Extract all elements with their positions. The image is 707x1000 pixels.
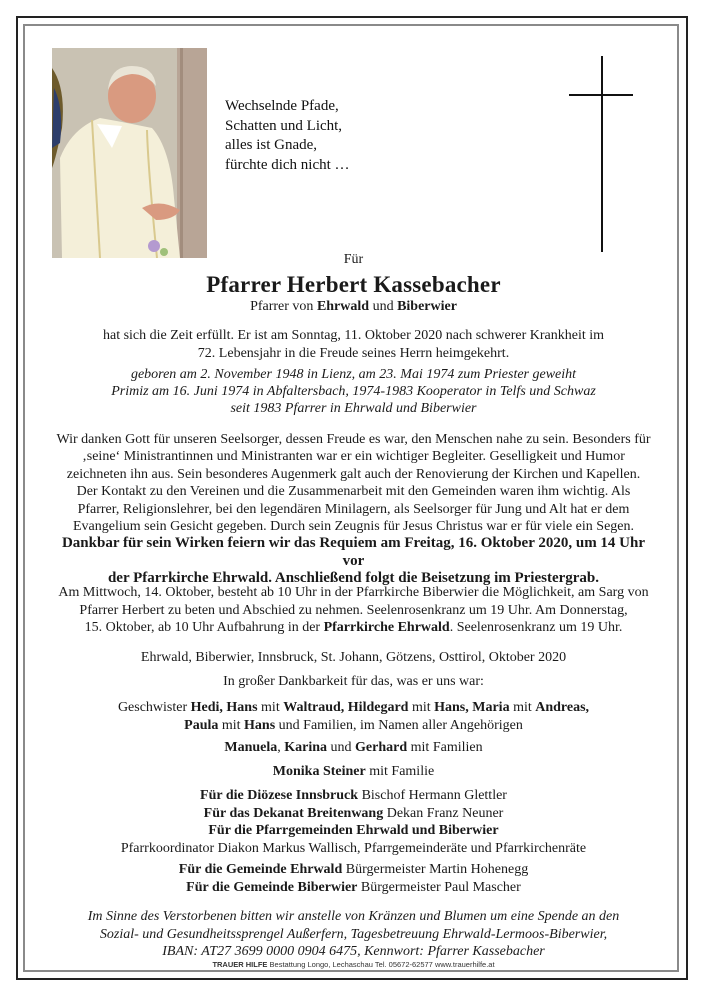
- portrait-photo: [52, 48, 207, 258]
- mourner-name: Karina: [284, 740, 328, 755]
- biography-line: geboren am 2. November 1948 in Lienz, am 23. Mai 1974 zum Priester geweiht: [130, 367, 577, 382]
- mourners-church: [40, 787, 667, 857]
- church-note: Pfarrkoordinator Diakon Markus Wallisch, Pfarrgemeinderäte und Pfarrkirchenräte: [120, 840, 587, 856]
- mourner-text: mit Familie: [369, 764, 435, 779]
- tribute-line: ‚seine‘ Ministrantinnen und Ministranten war er ein wichtiger Begleiter. Geselligkeit und Humor: [82, 449, 625, 465]
- mourner-name: Hedi, Hans: [190, 700, 258, 715]
- donation-line: Im Sinne des Verstorbenen bitten wir anstelle von Kränzen und Blumen um eine Spende an den: [87, 909, 620, 924]
- tribute-line: Evangelium sein Gesicht gegeben. Durch sein Zeugnis für Jesus Christus war er für viele ein Segen.: [72, 519, 635, 535]
- subtitle-prefix: Pfarrer von: [250, 299, 314, 314]
- municipality: Für die Gemeinde Biberwier: [186, 879, 358, 895]
- places-date: Ehrwald, Biberwier, Innsbruck, St. Johann, Götzens, Osttirol, Oktober 2020: [140, 650, 567, 665]
- footer-contact: Bestattung Longo, Lechaschau Tel. 05672-62577 www.trauerhilfe.at: [269, 960, 495, 969]
- tribute-line: Pfarrer, Religionslehrer, bei den legendären Minilagern, als Seelsorger für Jung und Alt hat er dem: [77, 501, 630, 517]
- mourner-text: ,: [277, 740, 281, 755]
- mayor: Bürgermeister Paul Mascher: [360, 879, 521, 895]
- mourner-name: Hans, Maria: [434, 700, 510, 715]
- tribute-line: Der Kontakt zu den Vereinen und die Zusammenarbeit mit den Gemeinden waren ihm wichtig. Als: [76, 484, 631, 500]
- poem-line: fürchte dich nicht …: [225, 156, 350, 173]
- requiem-line: Dankbar für sein Wirken feiern wir das Requiem am Freitag, 16. Oktober 2020, um 14 Uhr vor: [61, 535, 646, 569]
- poem: [225, 97, 435, 175]
- death-announcement: [40, 327, 667, 362]
- cross-icon: [566, 56, 636, 252]
- gratitude-line: In großer Dankbarkeit für das, was er uns war:: [223, 674, 484, 689]
- church-person: Bischof Hermann Glettler: [361, 788, 507, 803]
- mourner-text: mit: [411, 700, 431, 715]
- municipality: Für die Gemeinde Ehrwald: [178, 862, 343, 877]
- viewing-text: . Seelenrosenkranz um 19 Uhr.: [449, 620, 623, 635]
- mourner-name: Paula: [184, 717, 219, 733]
- mayor: Bürgermeister Martin Hohenegg: [345, 862, 529, 877]
- subtitle-place1: Ehrwald: [316, 299, 370, 314]
- mourners-family2: [40, 740, 667, 756]
- mourners-siblings: [40, 699, 667, 734]
- donation-request: [40, 908, 667, 961]
- subtitle-place2: Biberwier: [397, 299, 457, 314]
- announcement-line: 72. Lebensjahr in die Freude seines Herrn heimgekehrt.: [197, 345, 510, 361]
- viewing-line: Pfarrer Herbert zu beten und Abschied zu nehmen. Seelenrosenkranz um 19 Uhr. Am Donnerstag,: [79, 602, 628, 618]
- mourners-municipal: [40, 861, 667, 896]
- tribute: [52, 431, 655, 588]
- mourner-name: Gerhard: [355, 740, 408, 755]
- mourner-text: mit Familien: [410, 740, 483, 755]
- tribute-line: zeichneten ihn aus. Sein besonderes Augenmerk galt auch der Renovierung der Kirchen und Kapellen.: [66, 466, 641, 482]
- donation-line: Sozial- und Gesundheitssprengel Außerfern, Tagesbetreuung Ehrwald-Lermoos-Biberwier,: [99, 926, 608, 942]
- biography: [40, 366, 667, 417]
- poem-line: alles ist Gnade,: [225, 137, 318, 153]
- footer-brand: TRAUER HILFE: [212, 960, 268, 969]
- funeral-home-footer: [40, 960, 667, 969]
- mourner-name: Manuela: [224, 740, 278, 755]
- viewing-info: [52, 584, 655, 637]
- requiem-line: der Pfarrkirche Ehrwald. Anschließend folgt die Beisetzung im Priestergrab.: [107, 570, 600, 587]
- announcement-line: hat sich die Zeit erfüllt. Er ist am Sonntag, 11. Oktober 2020 nach schwerer Krankheit im: [102, 328, 604, 343]
- intro-text: Für: [343, 252, 364, 267]
- deceased-name: Pfarrer Herbert Kassebacher: [206, 272, 501, 297]
- mourner-text: Geschwister: [117, 700, 188, 715]
- church-org: Für die Pfarrgemeinden Ehrwald und Biberwier: [208, 823, 499, 838]
- mourner-text: und Familien, im Namen aller Angehörigen: [278, 717, 523, 733]
- church-org: Für das Dekanat Breitenwang: [203, 805, 384, 821]
- mourner-name: Waltraud, Hildegard: [283, 700, 409, 715]
- tribute-line: Wir danken Gott für unseren Seelsorger, dessen Freude es war, den Menschen nahe zu sein. Besonders für: [56, 432, 651, 447]
- mourner-text: mit: [221, 717, 241, 733]
- mourner-text: und: [330, 740, 352, 755]
- biography-line: seit 1983 Pfarrer in Ehrwald und Biberwier: [230, 401, 477, 416]
- poem-line: Wechselnde Pfade,: [225, 98, 339, 114]
- donation-line: IBAN: AT27 3699 0000 0904 6475, Kennwort: Pfarrer Kassebacher: [162, 944, 545, 959]
- church-org: Für die Diözese Innsbruck: [200, 788, 359, 803]
- viewing-church: Pfarrkirche Ehrwald: [323, 620, 450, 635]
- mourner-name: Monika Steiner: [272, 764, 366, 779]
- deceased-subtitle: [40, 299, 667, 315]
- subtitle-mid: und: [372, 299, 394, 314]
- biography-line: Primiz am 16. Juni 1974 in Abfaltersbach, 1974-1983 Kooperator in Telfs und Schwaz: [111, 384, 596, 399]
- mourner-name: Hans: [244, 717, 276, 733]
- mourner-name: Andreas,: [535, 700, 590, 715]
- mourners-family3: [40, 764, 667, 780]
- mourner-text: mit: [261, 700, 280, 715]
- viewing-line: Am Mittwoch, 14. Oktober, besteht ab 10 Uhr in der Pfarrkirche Biberwier die Möglichkeit, am Sarg von: [58, 585, 649, 600]
- church-person: Dekan Franz Neuner: [386, 805, 504, 821]
- viewing-line: [52, 619, 655, 637]
- poem-line: Schatten und Licht,: [225, 117, 343, 134]
- mourner-text: mit: [513, 700, 532, 715]
- viewing-text: 15. Oktober, ab 10 Uhr Aufbahrung in der: [84, 620, 321, 635]
